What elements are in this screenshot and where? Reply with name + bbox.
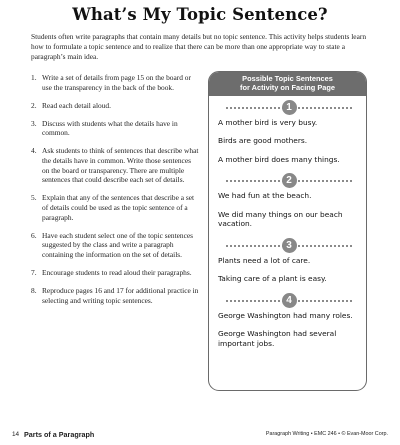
- group-number-badge: 2: [282, 173, 297, 188]
- group-divider: [218, 238, 360, 254]
- topic-sentence: Plants need a lot of care.: [218, 255, 311, 265]
- group-divider: [218, 173, 360, 189]
- step-item: [31, 268, 199, 278]
- step-text: Discuss with students what the details have in common.: [42, 118, 178, 138]
- group-divider: [218, 293, 360, 309]
- sentence-group-3: [209, 238, 366, 284]
- step-text: Encourage students to read aloud their paragraphs.: [42, 267, 192, 277]
- step-item: [31, 146, 199, 184]
- step-item: [31, 286, 199, 305]
- step-text: Reproduce pages 16 and 17 for additional practice in selecting and writing topic sentences.: [42, 286, 199, 305]
- step-text: Ask students to think of sentences that describe what the details have in common. Write those sentences on the board or transparency. There are multiple sentences that could describe each set of details.: [42, 146, 199, 185]
- group-number-badge: 4: [282, 293, 297, 308]
- topic-sentence: A mother bird is very busy.: [218, 117, 318, 127]
- group-number-badge: 1: [282, 100, 297, 115]
- step-number: 1.: [31, 73, 37, 82]
- topic-sentences-panel: [208, 71, 367, 391]
- step-number: 8.: [31, 286, 37, 295]
- page-title: What’s My Topic Sentence?: [72, 5, 328, 24]
- footer-section-title: Parts of a Paragraph: [24, 430, 95, 439]
- step-number: 2.: [31, 100, 37, 110]
- topic-sentence: George Washington had several important jobs.: [218, 329, 337, 348]
- step-item: [31, 231, 199, 260]
- footer-credit: Paragraph Writing • EMC 246 • © Evan-Moor Corp.: [265, 431, 388, 437]
- step-number: 5.: [31, 193, 37, 203]
- footer-page-number: 14: [12, 431, 20, 438]
- step-item: [31, 119, 199, 138]
- topic-sentence: We did many things on our beach vacation.: [218, 209, 343, 229]
- step-number: 6.: [31, 230, 37, 240]
- step-number: 7.: [31, 267, 37, 277]
- group-number-badge: 3: [282, 238, 297, 253]
- step-item: [31, 193, 199, 222]
- topic-sentence: We had fun at the beach.: [218, 191, 312, 201]
- sentence-group-2: [209, 173, 366, 229]
- steps-list: [31, 73, 199, 314]
- sentence-group-1: [209, 100, 366, 165]
- group-divider: [218, 100, 360, 116]
- step-text: Explain that any of the sentences that describe a set of details could be used as the topic sentence of a paragraph.: [42, 193, 195, 222]
- step-item: [31, 73, 199, 92]
- panel-header: [209, 72, 366, 96]
- step-text: Have each student select one of the topic sentences suggested by the class and write a paragraph containing the information on the set of details.: [42, 230, 194, 259]
- sentence-group-4: [209, 293, 366, 349]
- step-number: 3.: [31, 118, 37, 128]
- step-text: Write a set of details from page 15 on the board or use the transparency in the back of the book.: [42, 73, 191, 92]
- topic-sentence: A mother bird does many things.: [218, 154, 340, 164]
- step-text: Read each detail aloud.: [42, 100, 111, 110]
- step-item: [31, 101, 199, 111]
- topic-sentence: Birds are good mothers.: [218, 136, 308, 146]
- intro-paragraph: Students often write paragraphs that contain many details but no topic sentence. This activity helps students learn how to formulate a topic sentence and to realize that there can be more than one appropriate way to state a paragraph’s main idea.: [31, 32, 367, 62]
- step-number: 4.: [31, 146, 37, 156]
- topic-sentence: George Washington had many roles.: [218, 310, 353, 320]
- panel-header-line: for Activity on Facing Page: [240, 82, 335, 92]
- topic-sentence: Taking care of a plant is easy.: [218, 274, 327, 284]
- panel-header-line: Possible Topic Sentences: [242, 74, 333, 83]
